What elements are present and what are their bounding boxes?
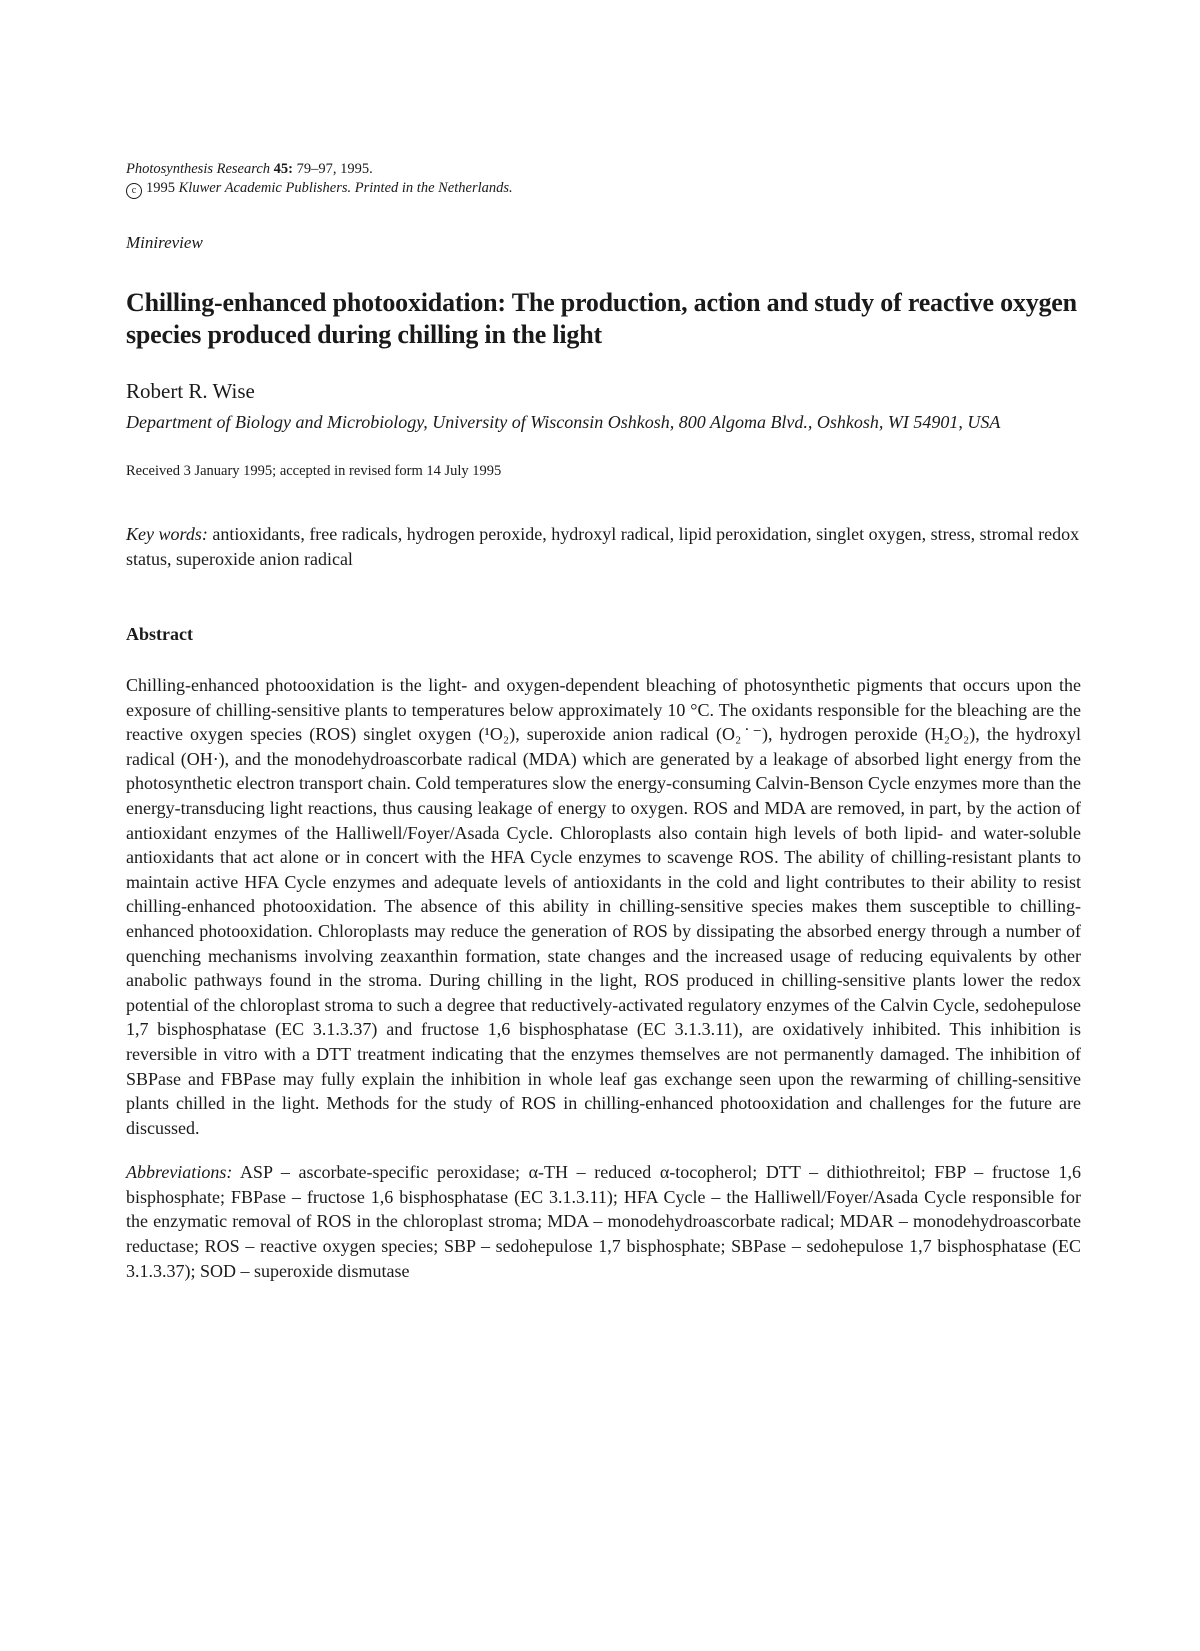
- keywords-text: antioxidants, free radicals, hydrogen peroxide, hydroxyl radical, lipid peroxidation, singlet oxygen, stress, stromal redox status, superoxide anion radical: [126, 524, 1080, 569]
- publisher: Kluwer Academic Publishers.: [178, 180, 352, 196]
- keywords: [126, 522, 1081, 572]
- copyright-icon: c: [126, 183, 142, 199]
- abstract-heading: Abstract: [126, 624, 193, 644]
- article-page: [126, 160, 1081, 1283]
- article-title: Chilling-enhanced photooxidation: The production, action and study of reactive oxygen species produced during chilling in the light: [126, 288, 1077, 349]
- received-dates: Received 3 January 1995; accepted in revised form 14 July 1995: [126, 463, 502, 479]
- abbreviations: [126, 1160, 1081, 1283]
- journal-citation: [126, 160, 1081, 179]
- author-affiliation: Department of Biology and Microbiology, University of Wisconsin Oshkosh, 800 Algoma Blvd., Oshkosh, WI 54901, USA: [126, 412, 1001, 432]
- author-name: Robert R. Wise: [126, 379, 255, 403]
- copyright-line: [126, 179, 1081, 199]
- abstract-text: Chilling-enhanced photooxidation is the light- and oxygen-dependent bleaching of photosynthetic pigments that occurs upon the exposure of chilling-sensitive plants to temperatures below approximately 10 °C. The oxidants responsible for the bleaching are the reactive oxygen species (ROS) singlet oxygen (¹O₂), superoxide anion radical (O₂˙⁻), hydrogen peroxide (H₂O₂), the hydroxyl radical (OH·), and the monodehydroascorbate radical (MDA) which are generated by a leakage of absorbed light energy from the photosynthetic electron transport chain. Cold temperatures slow the energy-consuming Calvin-Benson Cycle enzymes more than the energy-transducing light reactions, thus causing leakage of energy to oxygen. ROS and MDA are removed, in part, by the action of antioxidant enzymes of the Halliwell/Foyer/Asada Cycle. Chloroplasts also contain high levels of both lipid- and water-soluble antioxidants that act alone or in concert with the HFA Cycle enzymes to scavenge ROS. The ability of chilling-resistant plants to maintain active HFA Cycle enzymes and adequate levels of antioxidants in the cold and light contributes to their ability to resist chilling-enhanced photooxidation. The absence of this ability in chilling-sensitive species makes them susceptible to chilling-enhanced photooxidation. Chloroplasts may reduce the generation of ROS by dissipating the absorbed energy through a number of quenching mechanisms involving zeaxanthin formation, state changes and the increased usage of reducing equivalents by other anabolic pathways found in the stroma. During chilling in the light, ROS produced in chilling-sensitive plants lower the redox potential of the chloroplast stroma to such a degree that reductively-activated regulatory enzymes of the Calvin Cycle, sedohepulose 1,7 bisphosphatase (EC 3.1.3.37) and fructose 1,6 bisphosphatase (EC 3.1.3.11), are oxidatively inhibited. This inhibition is reversible in vitro with a DTT treatment indicating that the enzymes themselves are not permanently damaged. The inhibition of SBPase and FBPase may fully explain the inhibition in whole leaf gas exchange seen upon the rewarming of chilling-sensitive plants chilled in the light. Methods for the study of ROS in chilling-enhanced photooxidation and challenges for the future are discussed.: [126, 675, 1081, 1138]
- journal-pages-year: 79–97, 1995.: [296, 161, 373, 177]
- abbreviations-text: ASP – ascorbate-specific peroxidase; α-TH – reduced α-tocopherol; DTT – dithiothreitol; FBP – fructose 1,6 bisphosphate; FBPase – fructose 1,6 bisphosphatase (EC 3.1.3.11); HFA Cycle – the Halliwell/Foyer/Asada Cycle responsible for the enzymatic removal of ROS in the chloroplast stroma; MDA – monodehydroascorbate radical; MDAR – monodehydroascorbate reductase; ROS – reactive oxygen species; SBP – sedohepulose 1,7 bisphosphate; SBPase – sedohepulose 1,7 bisphosphatase (EC 3.1.3.37); SOD – superoxide dismutase: [126, 1162, 1081, 1281]
- keywords-label: Key words:: [126, 524, 208, 544]
- abbreviations-label: Abbreviations:: [126, 1162, 233, 1183]
- printed-in: Printed in the Netherlands.: [354, 180, 513, 196]
- journal-volume: 45:: [273, 161, 293, 177]
- copyright-year: 1995: [146, 180, 175, 196]
- article-type: Minireview: [126, 233, 203, 252]
- journal-name: Photosynthesis Research: [126, 161, 271, 177]
